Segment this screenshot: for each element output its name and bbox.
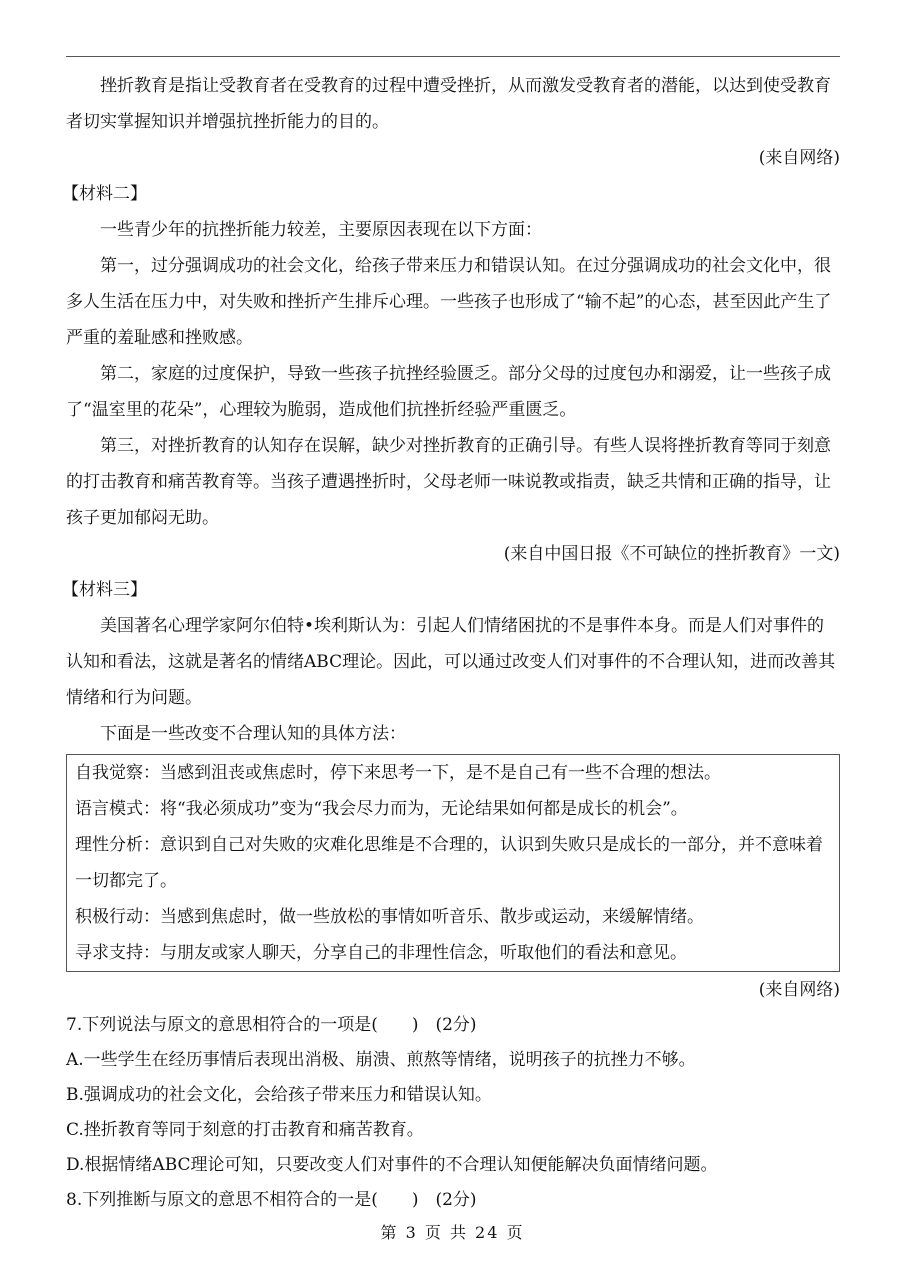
material2-source: (来自中国日报《不可缺位的挫折教育》一文) xyxy=(503,544,840,564)
material3-methods-intro: 下面是一些改变不合理认知的具体方法： xyxy=(100,724,406,744)
method-item: 语言模式：将“我必须成功”变为“我会尽力而为，无论结果如何都是成长的机会”。 xyxy=(75,799,688,819)
method-item: 寻求支持：与朋友或家人聊天，分享自己的非理性信念，听取他们的看法和意见。 xyxy=(75,943,687,963)
page-footer: 第 3 页 共 24 页 xyxy=(380,1223,525,1242)
top-rule xyxy=(66,56,840,57)
material2-point-2: 第二，家庭的过度保护，导致一些孩子抗挫经验匮乏。部分父母的过度包办和溺爱，让一些孩子成了“温室里的花朵”，心理较为脆弱，造成他们抗挫折经验严重匮乏。 xyxy=(66,364,831,420)
question-7-stem: 7.下列说法与原文的意思相符合的一项是( ) (2分) xyxy=(66,1015,477,1035)
question-8-stem: 8.下列推断与原文的意思不相符合的一是( ) (2分) xyxy=(66,1190,477,1210)
page-content xyxy=(62,68,840,1218)
question-7-option-c: C.挫折教育等同于刻意的打击教育和痛苦教育。 xyxy=(66,1120,424,1140)
question-7-option-b: B.强调成功的社会文化，会给孩子带来压力和错误认知。 xyxy=(66,1085,492,1105)
material2-point-3: 第三，对挫折教育的认知存在误解，缺少对挫折教育的正确引导。有些人误将挫折教育等同于刻意的打击教育和痛苦教育等。当孩子遭遇挫折时，父母老师一味说教或指责，缺乏共情和正确的指导，让孩子更加郁闷无助。 xyxy=(66,436,831,528)
material1-paragraph: 挫折教育是指让受教育者在受教育的过程中遭受挫折，从而激发受教育者的潜能，以达到使受教育者切实掌握知识并增强抗挫折能力的目的。 xyxy=(66,76,831,132)
method-item: 积极行动：当感到焦虑时，做一些放松的事情如听音乐、散步或运动，来缓解情绪。 xyxy=(75,907,704,927)
material3-source: (来自网络) xyxy=(758,980,840,1000)
question-7 xyxy=(66,1008,840,1183)
question-8 xyxy=(66,1183,840,1218)
question-7-option-d: D.根据情绪ABC理论可知，只要改变人们对事件的不合理认知便能解决负面情绪问题。 xyxy=(66,1155,718,1175)
material2-point-1: 第一，过分强调成功的社会文化，给孩子带来压力和错误认知。在过分强调成功的社会文化中，很多人生活在压力中，对失败和挫折产生排斥心理。一些孩子也形成了“输不起”的心态，甚至因此产生了严重的羞耻感和挫败感。 xyxy=(66,256,832,348)
material1-source: (来自网络) xyxy=(758,148,840,168)
method-item: 自我觉察：当感到沮丧或焦虑时，停下来思考一下，是不是自己有一些不合理的想法。 xyxy=(75,763,721,783)
material3-heading: 【材料三】 xyxy=(62,580,147,600)
material3-paragraph: 美国著名心理学家阿尔伯特•埃利斯认为：引起人们情绪困扰的不是事件本身。而是人们对事件的认知和看法，这就是著名的情绪ABC理论。因此，可以通过改变人们对事件的不合理认知，进而改善其情绪和行为问题。 xyxy=(66,616,836,708)
question-7-option-a: A.一些学生在经历事情后表现出消极、崩溃、煎熬等情绪，说明孩子的抗挫力不够。 xyxy=(66,1050,696,1070)
method-item: 理性分析：意识到自己对失败的灾难化思维是不合理的，认识到失败只是成长的一部分，并不意味着一切都完了。 xyxy=(75,835,823,891)
material2-heading: 【材料二】 xyxy=(62,184,147,204)
material2-intro: 一些青少年的抗挫折能力较差，主要原因表现在以下方面： xyxy=(100,220,542,240)
methods-box xyxy=(66,754,840,972)
